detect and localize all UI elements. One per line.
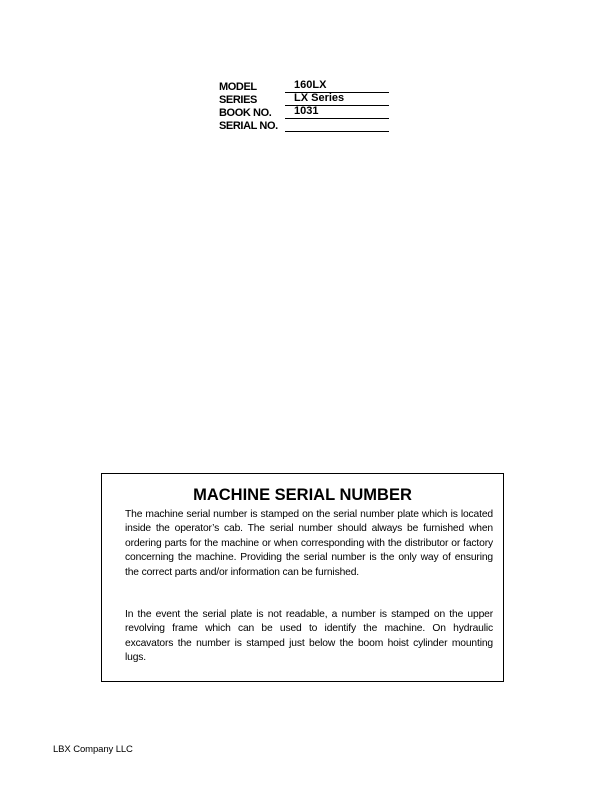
book-no-value: 1031 (294, 105, 319, 117)
book-no-label: BOOK NO. (219, 107, 272, 119)
model-label: MODEL (219, 81, 257, 93)
series-value: LX Series (294, 92, 345, 104)
footer-company: LBX Company LLC (53, 744, 133, 755)
book-no-row (219, 106, 389, 119)
series-label: SERIES (219, 94, 257, 106)
model-value: 160LX (294, 79, 327, 91)
serial-no-value-line (285, 119, 389, 132)
serial-paragraph-2: In the event the serial plate is not readable, a number is stamped on the upper revolving frame which can be used to identify the machine. On hydraulic excavators the number is stamped just below the boom hoist cylinder mounting lugs. (125, 609, 493, 664)
serial-no-label: SERIAL NO. (219, 120, 278, 132)
book-no-value-line (285, 106, 389, 119)
machine-serial-number-box (101, 473, 504, 682)
serial-paragraph-1: The machine serial number is stamped on the serial number plate which is located inside the operator’s cab. The serial number should always be furnished when ordering parts for the machine or when corresponding with the distributor or factory concerning the machine. Providing the serial number is the only way of ensuring the correct parts and/or information can be furnished. (125, 509, 493, 578)
serial-no-row (219, 119, 389, 132)
machine-info-block (219, 80, 389, 132)
serial-box-title: MACHINE SERIAL NUMBER (193, 486, 412, 504)
